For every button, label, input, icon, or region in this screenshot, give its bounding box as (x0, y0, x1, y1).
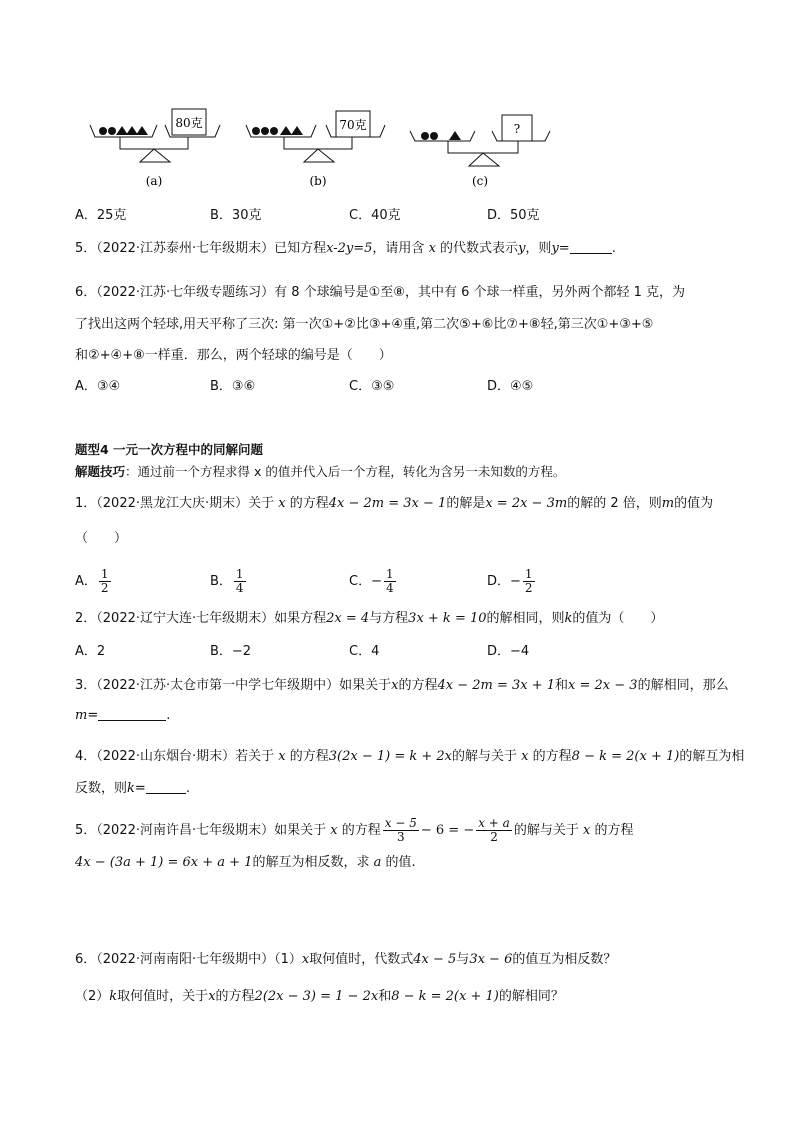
p1-option-a: A． $\frac{1}{2}$ (75, 567, 109, 595)
problem-4: 4．（2022·山东烟台·期末）若关于 x 的方程3(2x − 1) = k + 2x的解与关于 x 的方程8 − k = 2(x + 1)的解互为相 (75, 749, 745, 764)
problem-1: 1．（2022·黑龙江大庆·期末）关于 x 的方程4x − 2m = 3x − 1的解是x = 2x − 3m的解的 2 倍，则m的值为 (75, 496, 714, 511)
weight-label-c: ? (513, 122, 521, 136)
scale-c-fulcrum (469, 153, 499, 166)
q5-answer-blank[interactable] (570, 239, 612, 254)
problem-4-line-2: 反数，则k= . (75, 781, 190, 796)
problem-6-part-1: 6．（2022·河南南阳·七年级期中）（1）x取何值时，代数式4x − 5与3x − 6的值互为相反数？ (75, 952, 617, 967)
triangle-icon (291, 126, 303, 135)
problem-5: 5．（2022·河南许昌·七年级期末）如果关于 x 的方程 $\frac{x - 5}{3}$ − 6 = − $\frac{x + a}{2}$ 的解与关于 x 的方程 (75, 816, 634, 844)
q4-option-d: D．50克 (487, 208, 540, 223)
triangle-icon (126, 126, 138, 135)
q4-option-a: A．25克 (75, 208, 127, 223)
triangle-icon (116, 126, 128, 135)
triangle-icon (449, 131, 461, 140)
q6-option-a: A．③④ (75, 379, 121, 394)
problem-3: 3．（2022·江苏·太仓市第一中学七年级期中）如果关于x的方程4x − 2m = 3x + 1和x = 2x − 3的解相同，那么 (75, 678, 729, 693)
ball-icon (421, 132, 429, 140)
caption-b: (b) (309, 174, 327, 188)
scale-b (246, 111, 385, 188)
caption-c: (c) (471, 174, 489, 188)
question-5: 5．（2022·江苏泰州·七年级期末）已知方程x-2y=5，请用含 x 的代数式表示y，则y= . (75, 241, 616, 256)
p3-answer-blank[interactable] (98, 706, 166, 721)
p1-option-b: B． $\frac{1}{4}$ (210, 567, 244, 595)
scale-a-beam (120, 137, 188, 149)
p1-option-d: D．− $\frac{1}{2}$ (487, 567, 533, 595)
p2-option-d: D．−4 (487, 644, 530, 659)
p4-answer-blank[interactable] (146, 779, 186, 794)
ball-icon (270, 127, 278, 135)
ball-icon (108, 127, 116, 135)
p1-option-c: C．− $\frac{1}{4}$ (349, 567, 394, 595)
balance-figures (0, 95, 794, 295)
ball-icon (261, 127, 269, 135)
ball-icon (430, 132, 438, 140)
problem-1-paren: （ ） (75, 531, 128, 546)
weight-label-b: 70克 (339, 118, 367, 132)
question-6-line-3: 和②+④+⑧一样重．那么，两个轻球的编号是（ ） (75, 348, 392, 363)
scale-c (410, 115, 550, 188)
p2-option-c: C．4 (349, 644, 380, 659)
question-6-line-2: 了找出这两个轻球,用天平称了三次: 第一次①+②比③+④重,第二次⑤+⑥比⑦+⑧轻,第三次①+③+⑤ (75, 317, 654, 332)
scale-b-fulcrum (304, 149, 334, 162)
problem-5-line-2: 4x − (3a + 1) = 6x + a + 1的解互为相反数，求 a 的值. (75, 855, 416, 870)
section-title: 题型4 一元一次方程中的同解问题 (75, 442, 264, 457)
q6-option-c: C．③⑤ (349, 379, 395, 394)
q4-option-b: B．30克 (210, 208, 262, 223)
q6-option-d: D．④⑤ (487, 379, 534, 394)
triangle-icon (136, 126, 148, 135)
section-tip: 解题技巧：通过前一个方程求得 x 的值并代入后一个方程，转化为含另一未知数的方程。 (75, 464, 566, 479)
question-6-line-1: 6．（2022·江苏·七年级专题练习）有 8 个球编号是①至⑧，其中有 6 个球一样重，另外两个都轻 1 克，为 (75, 285, 686, 300)
p2-option-a: A．2 (75, 644, 106, 659)
q6-option-b: B．③⑥ (210, 379, 256, 394)
problem-3-line-2: m= . (75, 708, 171, 723)
p2-option-b: B．−2 (210, 644, 252, 659)
caption-a: (a) (145, 174, 163, 188)
problem-2: 2．（2022·辽宁大连·七年级期末）如果方程2x = 4与方程3x + k = 10的解相同，则k的值为（ ） (75, 611, 664, 626)
triangle-icon (280, 126, 292, 135)
ball-icon (252, 127, 260, 135)
scale-a (90, 109, 220, 188)
q4-option-c: C．40克 (349, 208, 401, 223)
problem-6-part-2: （2）k取何值时，关于x的方程2(2x − 3) = 1 − 2x和8 − k = 2(x + 1)的解相同？ (75, 989, 564, 1004)
weight-label-a: 80克 (175, 116, 203, 130)
ball-icon (99, 127, 107, 135)
scale-a-fulcrum (140, 149, 170, 162)
